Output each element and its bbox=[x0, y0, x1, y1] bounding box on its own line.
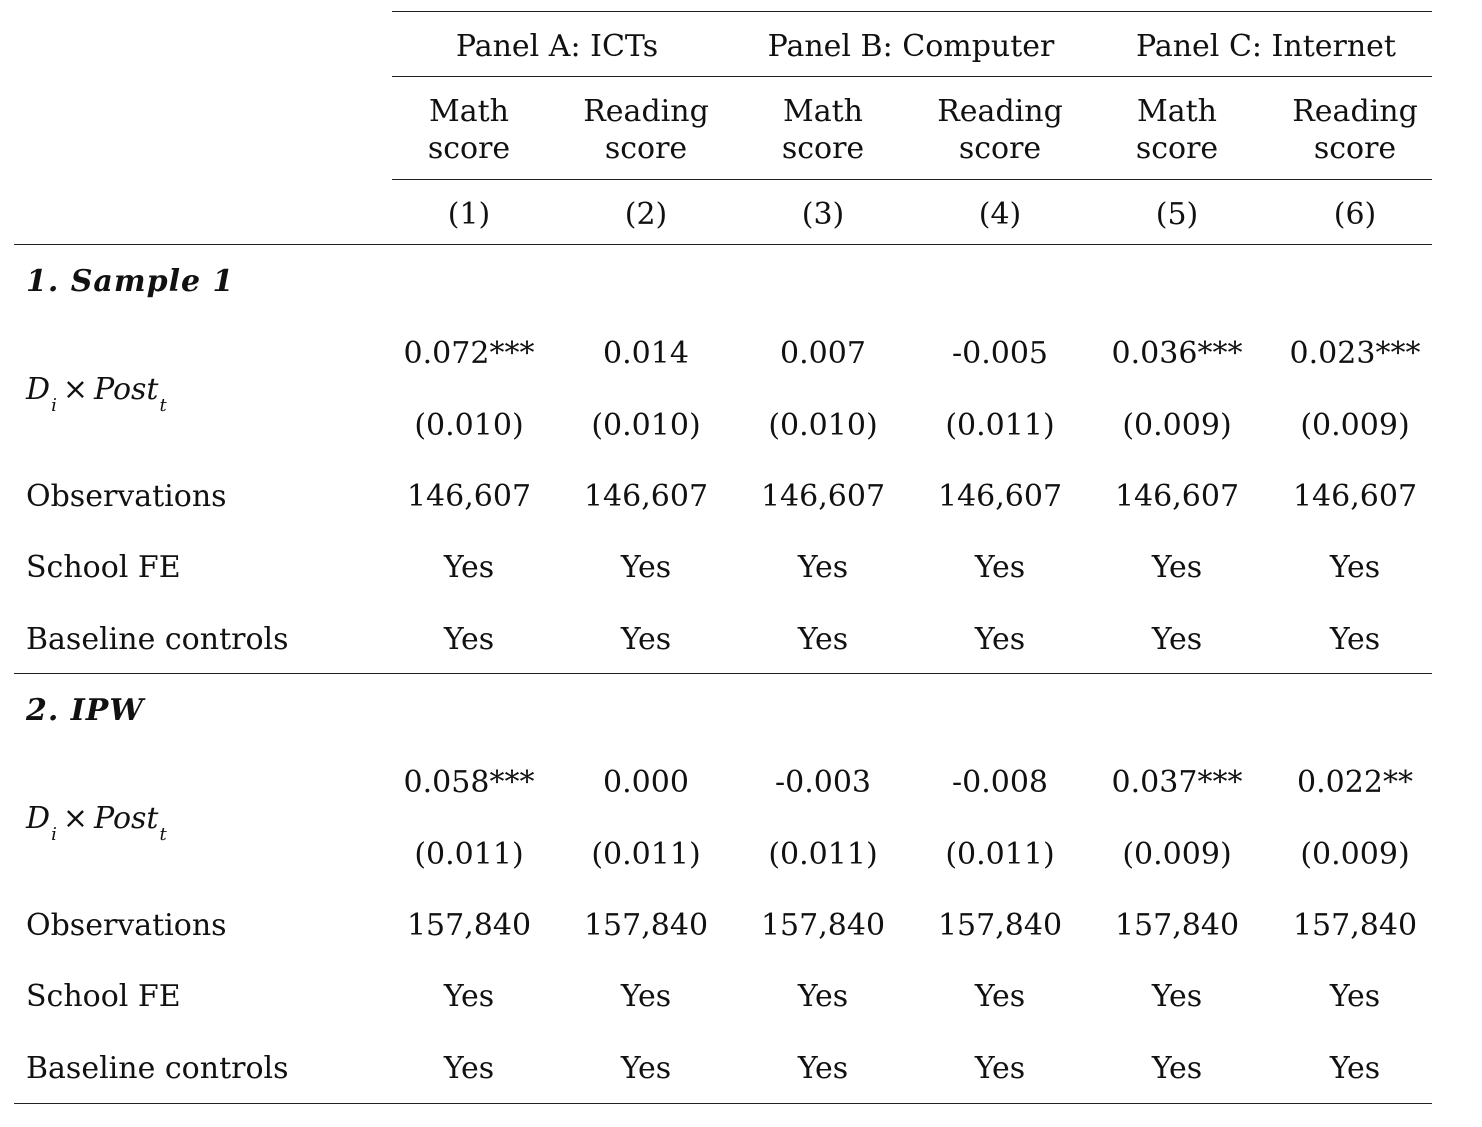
coefficient: -0.005 bbox=[951, 336, 1049, 371]
table-cell: Yes bbox=[797, 979, 849, 1014]
standard-error: (0.010) bbox=[768, 408, 878, 443]
table-cell: 157,840 bbox=[1114, 908, 1240, 943]
top-rule bbox=[392, 11, 1432, 12]
panel-rule bbox=[392, 76, 1432, 77]
table-cell: Yes bbox=[797, 550, 849, 585]
standard-error: (0.011) bbox=[945, 408, 1055, 443]
standard-error: (0.009) bbox=[1300, 837, 1410, 872]
table-cell: 146,607 bbox=[760, 479, 886, 514]
column-number-5: (5) bbox=[1155, 197, 1199, 232]
column-header-5: Math score bbox=[1135, 94, 1219, 166]
table-cell: Yes bbox=[797, 622, 849, 657]
coefficient: -0.008 bbox=[951, 765, 1049, 800]
standard-error: (0.011) bbox=[945, 837, 1055, 872]
standard-error: (0.010) bbox=[591, 408, 701, 443]
table-cell: Yes bbox=[620, 1051, 672, 1086]
column-number-2: (2) bbox=[624, 197, 668, 232]
table-cell: 146,607 bbox=[406, 479, 532, 514]
column-header-4: Reading score bbox=[937, 94, 1063, 166]
standard-error: (0.009) bbox=[1122, 408, 1232, 443]
coefficient: 0.036*** bbox=[1111, 336, 1243, 371]
table-cell: Yes bbox=[974, 550, 1026, 585]
standard-error: (0.011) bbox=[414, 837, 524, 872]
table-cell: Yes bbox=[1329, 1051, 1381, 1086]
coefficient: 0.007 bbox=[780, 336, 866, 371]
table-cell: Yes bbox=[620, 979, 672, 1014]
table-cell: Yes bbox=[620, 550, 672, 585]
section-title-ipw: 2. IPW bbox=[26, 693, 145, 728]
standard-error: (0.011) bbox=[768, 837, 878, 872]
column-header-3: Math score bbox=[781, 94, 865, 166]
column-number-3: (3) bbox=[801, 197, 845, 232]
panel-header-b: Panel B: Computer bbox=[767, 29, 1055, 64]
coefficient: -0.003 bbox=[774, 765, 872, 800]
table-cell: 146,607 bbox=[1114, 479, 1240, 514]
table-cell: Yes bbox=[1151, 979, 1203, 1014]
column-number-1: (1) bbox=[447, 197, 491, 232]
row-label-baseline-controls: Baseline controls bbox=[26, 1051, 289, 1086]
table-cell: Yes bbox=[974, 1051, 1026, 1086]
table-cell: Yes bbox=[1329, 550, 1381, 585]
panel-header-a: Panel A: ICTs bbox=[455, 29, 659, 64]
section-title-sample-1: 1. Sample 1 bbox=[26, 264, 235, 299]
coefficient: 0.022** bbox=[1297, 765, 1413, 800]
coefficient: 0.037*** bbox=[1111, 765, 1243, 800]
table-cell: 157,840 bbox=[937, 908, 1063, 943]
treatment-variable-label: $D_i$ × Post$_t$ bbox=[26, 372, 167, 416]
table-cell: 146,607 bbox=[1292, 479, 1418, 514]
table-cell: 146,607 bbox=[583, 479, 709, 514]
table-cell: Yes bbox=[443, 979, 495, 1014]
row-label-baseline-controls: Baseline controls bbox=[26, 622, 289, 657]
table-cell: 157,840 bbox=[1292, 908, 1418, 943]
standard-error: (0.009) bbox=[1122, 837, 1232, 872]
table-cell: Yes bbox=[974, 622, 1026, 657]
table-cell: Yes bbox=[620, 622, 672, 657]
table-cell: Yes bbox=[1151, 622, 1203, 657]
table-cell: 157,840 bbox=[760, 908, 886, 943]
row-label-school-fe: School FE bbox=[26, 979, 181, 1014]
row-label-observations: Observations bbox=[26, 479, 227, 514]
table-cell: Yes bbox=[1329, 979, 1381, 1014]
coefficient: 0.014 bbox=[603, 336, 689, 371]
coefficient: 0.072*** bbox=[403, 336, 535, 371]
column-number-6: (6) bbox=[1333, 197, 1377, 232]
table-cell: Yes bbox=[1151, 1051, 1203, 1086]
table-cell: 157,840 bbox=[583, 908, 709, 943]
column-header-6: Reading score bbox=[1292, 94, 1418, 166]
table-cell: Yes bbox=[443, 550, 495, 585]
table-cell: 157,840 bbox=[406, 908, 532, 943]
table-cell: Yes bbox=[443, 1051, 495, 1086]
table-cell: Yes bbox=[974, 979, 1026, 1014]
table-cell: Yes bbox=[797, 1051, 849, 1086]
row-label-observations: Observations bbox=[26, 908, 227, 943]
standard-error: (0.010) bbox=[414, 408, 524, 443]
coefficient: 0.058*** bbox=[403, 765, 535, 800]
column-header-2: Reading score bbox=[583, 94, 709, 166]
column-header-1: Math score bbox=[427, 94, 511, 166]
row-label-school-fe: School FE bbox=[26, 550, 181, 585]
coefficient: 0.023*** bbox=[1289, 336, 1421, 371]
standard-error: (0.011) bbox=[591, 837, 701, 872]
table-cell: Yes bbox=[443, 622, 495, 657]
header-bottom-rule bbox=[14, 244, 1432, 245]
treatment-variable-label: $D_i$ × Post$_t$ bbox=[26, 801, 167, 845]
section-divider-rule bbox=[14, 673, 1432, 674]
panel-header-c: Panel C: Internet bbox=[1136, 29, 1396, 64]
table-cell: 146,607 bbox=[937, 479, 1063, 514]
column-label-rule bbox=[392, 179, 1432, 180]
coefficient: 0.000 bbox=[603, 765, 689, 800]
standard-error: (0.009) bbox=[1300, 408, 1410, 443]
column-number-4: (4) bbox=[978, 197, 1022, 232]
table-cell: Yes bbox=[1329, 622, 1381, 657]
bottom-rule bbox=[14, 1103, 1432, 1104]
table-cell: Yes bbox=[1151, 550, 1203, 585]
